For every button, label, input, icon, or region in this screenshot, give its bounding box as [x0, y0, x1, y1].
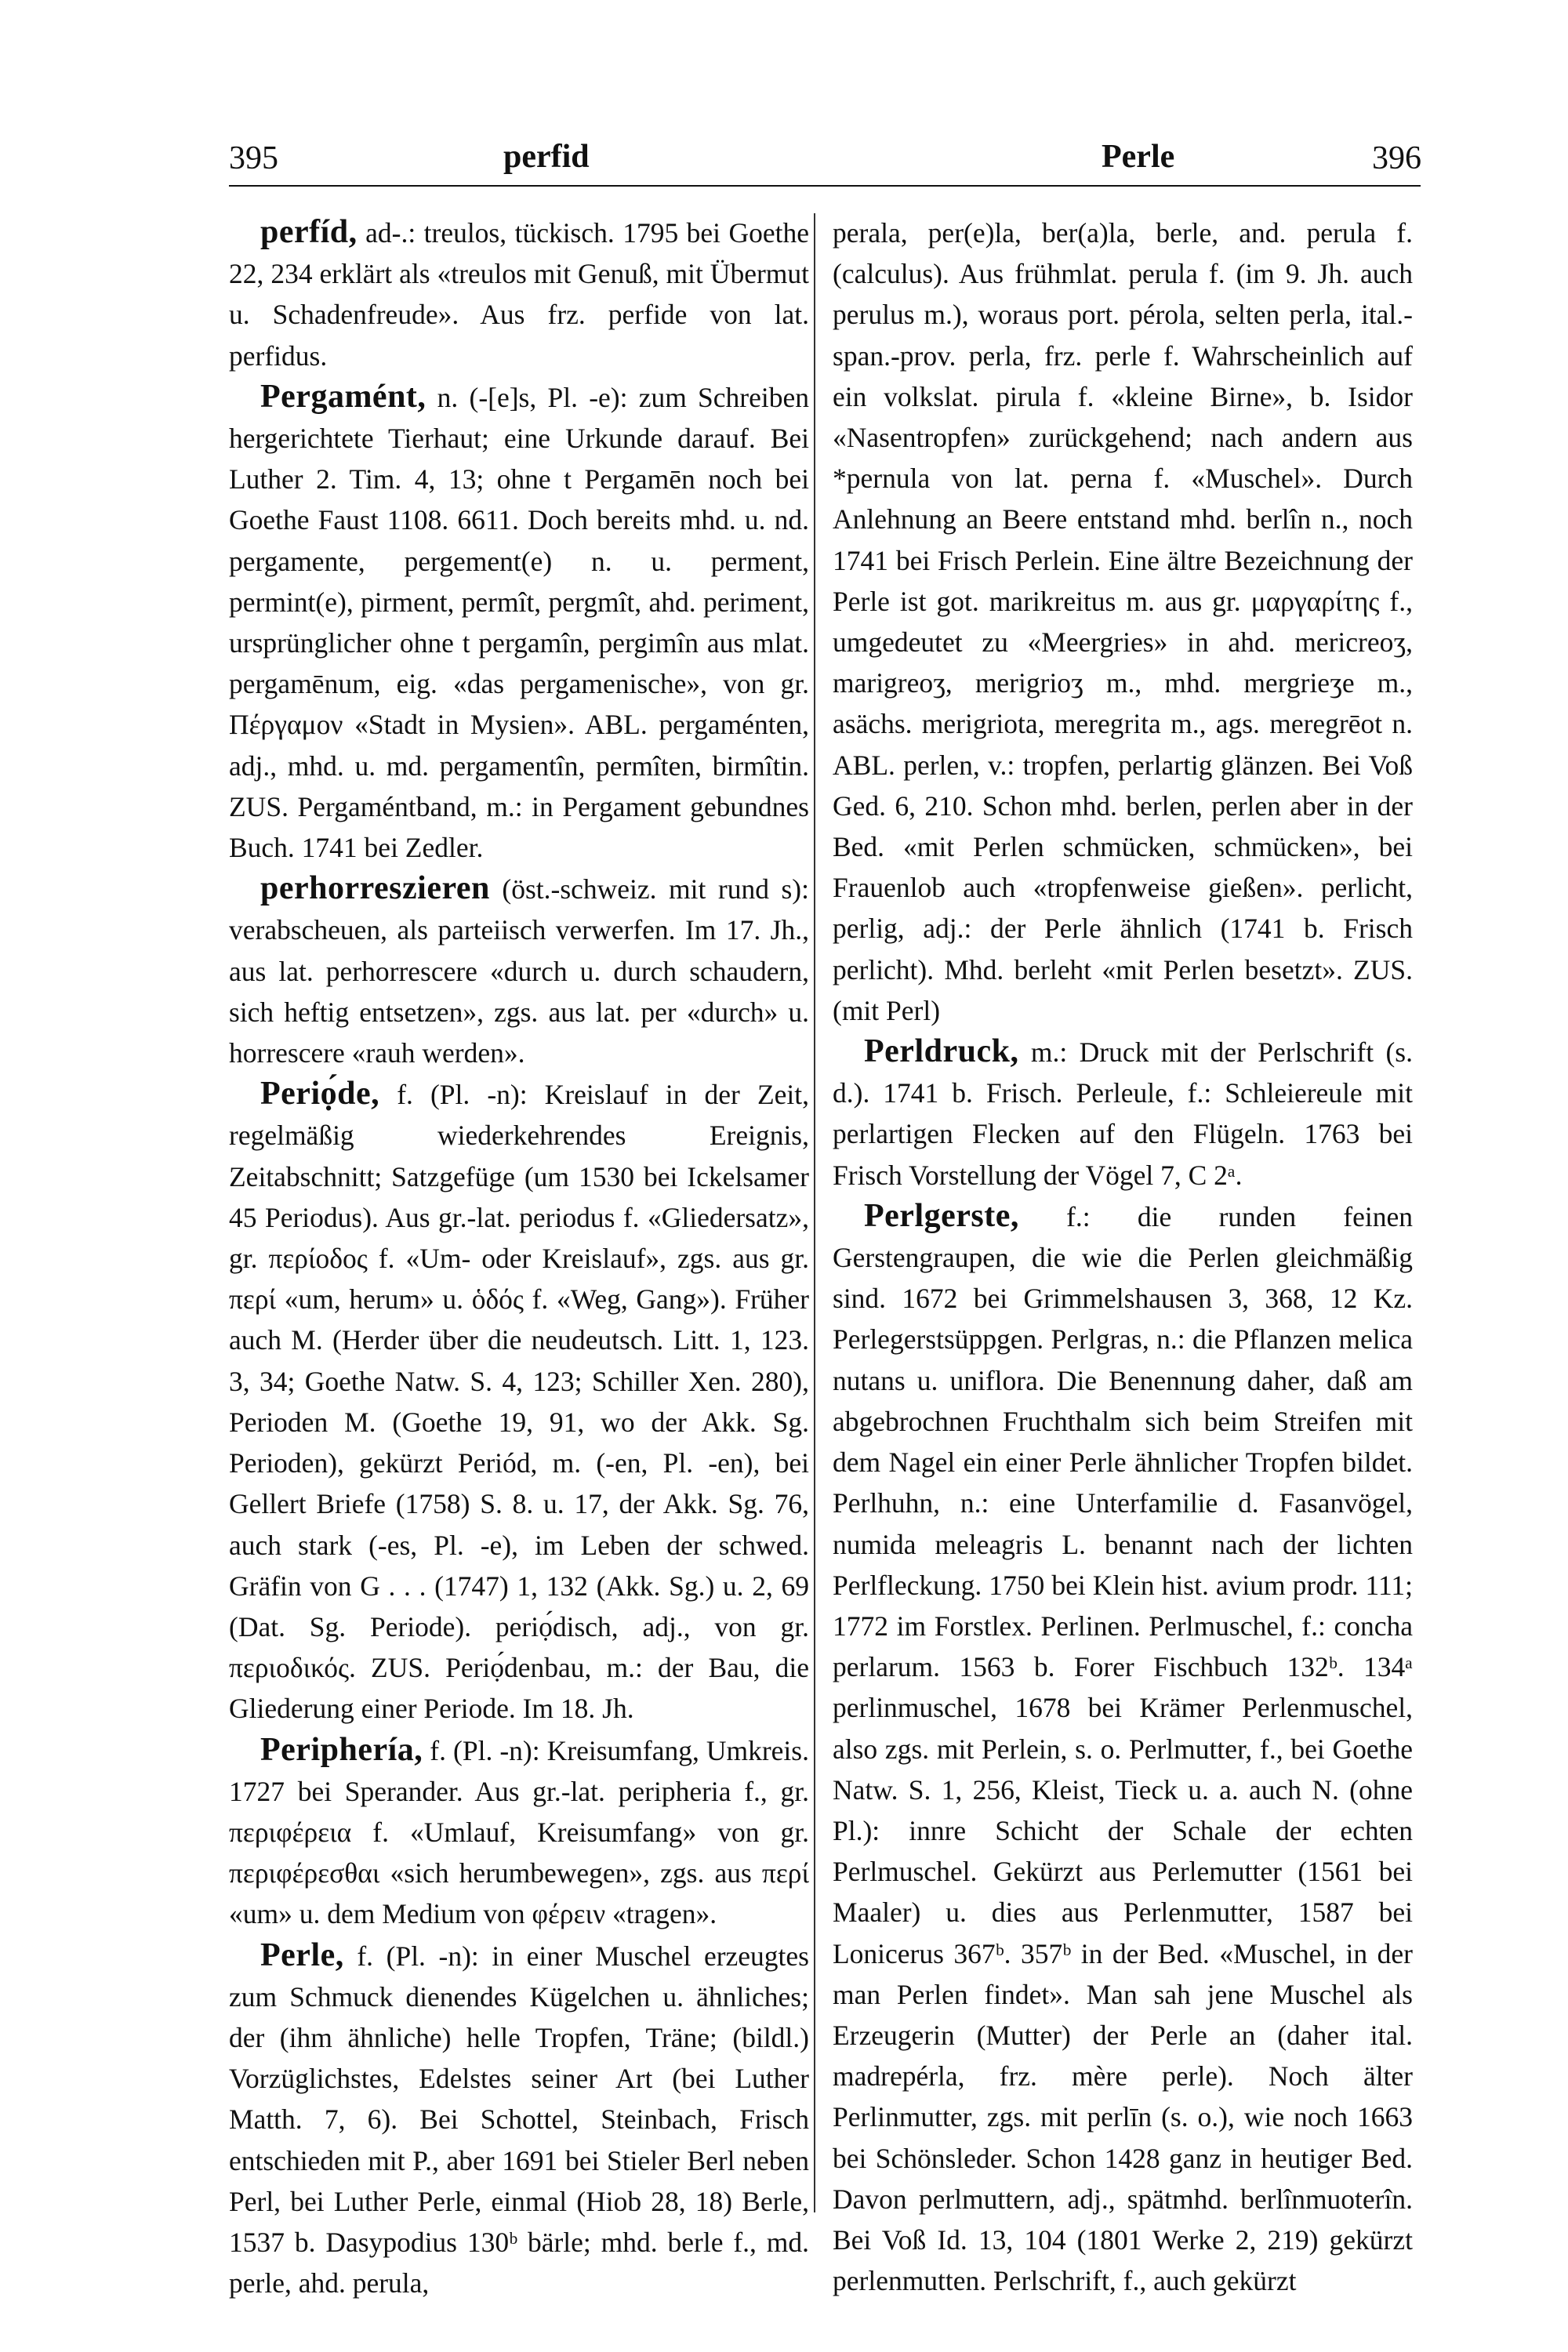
column-divider [814, 213, 815, 2212]
headword: perfíd, [260, 214, 358, 250]
right-column [833, 212, 1413, 2301]
entry-perfid [229, 212, 809, 376]
entry-text: (öst.-schweiz. mit rund s): verabscheuen, als parteiisch verwerfen. Im 17. Jh., aus lat. perhorrescere «durch u. durch schaudern, sich heftig entsetzen», zgs. aus lat. per «durch» u. horrescere «rauh werden». [229, 873, 809, 1069]
entry-text: perala, per(e)la, ber(a)la, berle, and. perula f. (calculus). Aus frühmlat. perula f. (im 9. Jh. auch perulus m.), woraus port. pérola, selten perla, ital.-span.-prov. perla, frz. perle f. Wahrscheinlich auf ein volkslat. pirula f. «kleine Birne», b. Isidor «Nasentropfen» zurückgehend; nach andern aus *pernula von lat. perna f. «Muschel». Durch Anlehnung an Beere entstand mhd. berlîn n., noch 1741 bei Frisch Perlein. Eine ältre Bezeichnung der Perle ist got. marikreitus m. aus gr. μαργαρίτης f., umgedeutet zu «Meergries» in ahd. mericreoʒ, marigreoʒ, merigrioʒ m., mhd. mergrieʒe m., asächs. merigriota, meregrita m., ags. meregrēot n. ABL. perlen, v.: tropfen, perlartig glänzen. Bei Voß Ged. 6, 210. Schon mhd. berlen, perlen aber in der Bed. «mit Perlen schmücken, schmücken», bei Frauenlob auch «tropfenweise gießen». perlicht, perlig, adj.: der Perle ähnlich (1741 b. Frisch perlicht). Mhd. berleht «mit Perlen besetzt». ZUS. (mit Perl) [833, 217, 1413, 1026]
entry-perhorreszieren [229, 868, 809, 1073]
entry-perldruck [833, 1031, 1413, 1196]
running-head-right: Perle [1102, 139, 1175, 175]
entry-perlgerste [833, 1196, 1413, 2301]
page-number-left: 395 [229, 140, 278, 176]
entry-text: n. (-[e]s, Pl. -e): zum Schreiben hergerichtete Tierhaut; eine Urkunde darauf. Bei Luther 2. Tim. 4, 13; ohne t Pergamēn noch bei Goethe Faust 1108. 6611. Doch bereits mhd. u. nd. pergamente, pergement(e) n. u. perment, permint(e), pirment, permît, pergmît, ahd. periment, ursprünglicher ohne t pergamîn, pergimîn aus mlat. pergamēnum, eig. «das pergamenische», von gr. Πέργαμον «Stadt in Mysien». ABL. pergaménten, adj., mhd. u. md. pergamentîn, permîten, birmîtin. ZUS. Pergaméntband, m.: in Pergament gebundnes Buch. 1741 bei Zedler. [229, 381, 809, 864]
entry-perle-continued [833, 212, 1413, 1031]
headword: Perlgerste, [864, 1197, 1019, 1234]
left-column [229, 212, 809, 2303]
entry-text: f. (Pl. -n): Kreisumfang, Umkreis. 1727 bei Sperander. Aus gr.-lat. peripheria f., gr. περιφέρεια f. «Umlauf, Kreisumfang» von gr. περιφέρεσθαι «sich herumbewegen», zgs. aus περί «um» u. dem Medium von φέρειν «tragen». [229, 1734, 809, 1930]
entry-text: f.: die runden feinen Gerstengraupen, die wie die Perlen gleichmäßig sind. 1672 bei Grimmelshausen 3, 368, 12 Kz. Perlegerstsüppgen. Perlgras, n.: die Pflanzen melica nutans u. uniflora. Die Benennung daher, daß am abgebrochnen Fruchthalm sich beim Streifen mit dem Nagel ein einer Perle ähnlicher Tropfen bildet. Perlhuhn, n.: eine Unterfamilie d. Fasanvögel, numida meleagris L. benannt nach der lichten Perlfleckung. 1750 bei Klein hist. avium prodr. 111; 1772 im Forstlex. Perlinen. Perlmuschel, f.: concha perlarum. 1563 b. Forer Fischbuch 132ᵇ. 134ᵃ perlinmuschel, 1678 bei Krämer Perlenmuschel, also zgs. mit Perlein, s. o. Perlmutter, f., bei Goethe Natw. S. 1, 256, Kleist, Tieck u. a. auch N. (ohne Pl.): innre Schicht der Schale der echten Perlmuschel. Gekürzt aus Perlemutter (1561 bei Maaler) u. dies aus Perlenmutter, 1587 bei Lonicerus 367ᵇ. 357ᵇ in der Bed. «Muschel, in der man Perlen findet». Man sah jene Muschel als Erzeugerin (Mutter) der Perle an (daher ital. madrepérla, frz. mère perle). Noch älter Perlinmutter, zgs. mit perlīn (s. o.), wie noch 1663 bei Schönsleder. Schon 1428 ganz in heutiger Bed. Davon perlmuttern, adj., spätmhd. berlînmuoterîn. Bei Voß Id. 13, 104 (1801 Werke 2, 219) gekürzt perlenmutten. Perlschrift, f., auch gekürzt [833, 1200, 1413, 2297]
headword: Perldruck, [864, 1033, 1019, 1070]
entry-text: f. (Pl. -n): Kreislauf in der Zeit, regelmäßig wiederkehrendes Ereignis, Zeitabschnitt; Satzgefüge (um 1530 bei Ickelsamer 45 Periodus). Aus gr.-lat. periodus f. «Gliedersatz», gr. περίοδος f. «Um- oder Kreislauf», zgs. aus gr. περί «um, herum» u. ὁδός f. «Weg, Gang»). Früher auch M. (Herder über die neudeutsch. Litt. 1, 123. 3, 34; Goethe Natw. S. 4, 123; Schiller Xen. 280), Perioden M. (Goethe 19, 91, wo der Akk. Sg. Perioden), gekürzt Periód, m. (-en, Pl. -en), bei Gellert Briefe (1758) S. 8. u. 17, der Akk. Sg. 76, auch stark (-es, Pl. -e), im Leben der schwed. Gräfin von G . . . (1747) 1, 132 (Akk. Sg.) u. 2, 69 (Dat. Sg. Periode). periọ́disch, adj., von gr. περιοδικός. ZUS. Periọ́denbau, m.: der Bau, die Gliederung einer Periode. Im 18. Jh. [229, 1079, 809, 1725]
headword: Periphería, [260, 1731, 423, 1768]
page-number-right: 396 [1372, 140, 1421, 176]
entry-text: f. (Pl. -n): in einer Muschel erzeugtes zum Schmuck dienendes Kügelchen u. ähnliches; der (ihm ähnliche) helle Tropfen, Träne; (bildl.) Vorzüglichstes, Edelstes seiner Art (bei Luther Matth. 7, 6). Bei Schottel, Steinbach, Frisch entschieden mit P., aber 1691 bei Stieler Berl neben Perl, bei Luther Perle, einmal (Hiob 28, 18) Berle, 1537 b. Dasypodius 130ᵇ bärle; mhd. berle f., md. perle, ahd. perula, [229, 1940, 809, 2299]
running-head-left: perfid [503, 139, 590, 175]
entry-text: m.: Druck mit der Perlschrift (s. d.). 1741 b. Frisch. Perleule, f.: Schleiereule mit perlartigen Flecken auf den Flügeln. 1763 bei Frisch Vorstellung der Vögel 7, C 2ᵃ. [833, 1036, 1413, 1191]
headword: Periọ́de, [260, 1076, 380, 1112]
entry-pergament [229, 376, 809, 868]
headword: perhorreszieren [260, 870, 490, 907]
entry-periode [229, 1073, 809, 1729]
header-rule [229, 185, 1421, 187]
headword: Perle, [260, 1936, 344, 1973]
entry-text: ad-.: treulos, tückisch. 1795 bei Goethe 22, 234 erklärt als «treulos mit Genuß, mit Übermut u. Schadenfreude». Aus frz. perfide von lat. perfidus. [229, 217, 809, 372]
entry-perle [229, 1935, 809, 2304]
headword: Pergamént, [260, 378, 426, 415]
entry-peripherie [229, 1730, 809, 1935]
